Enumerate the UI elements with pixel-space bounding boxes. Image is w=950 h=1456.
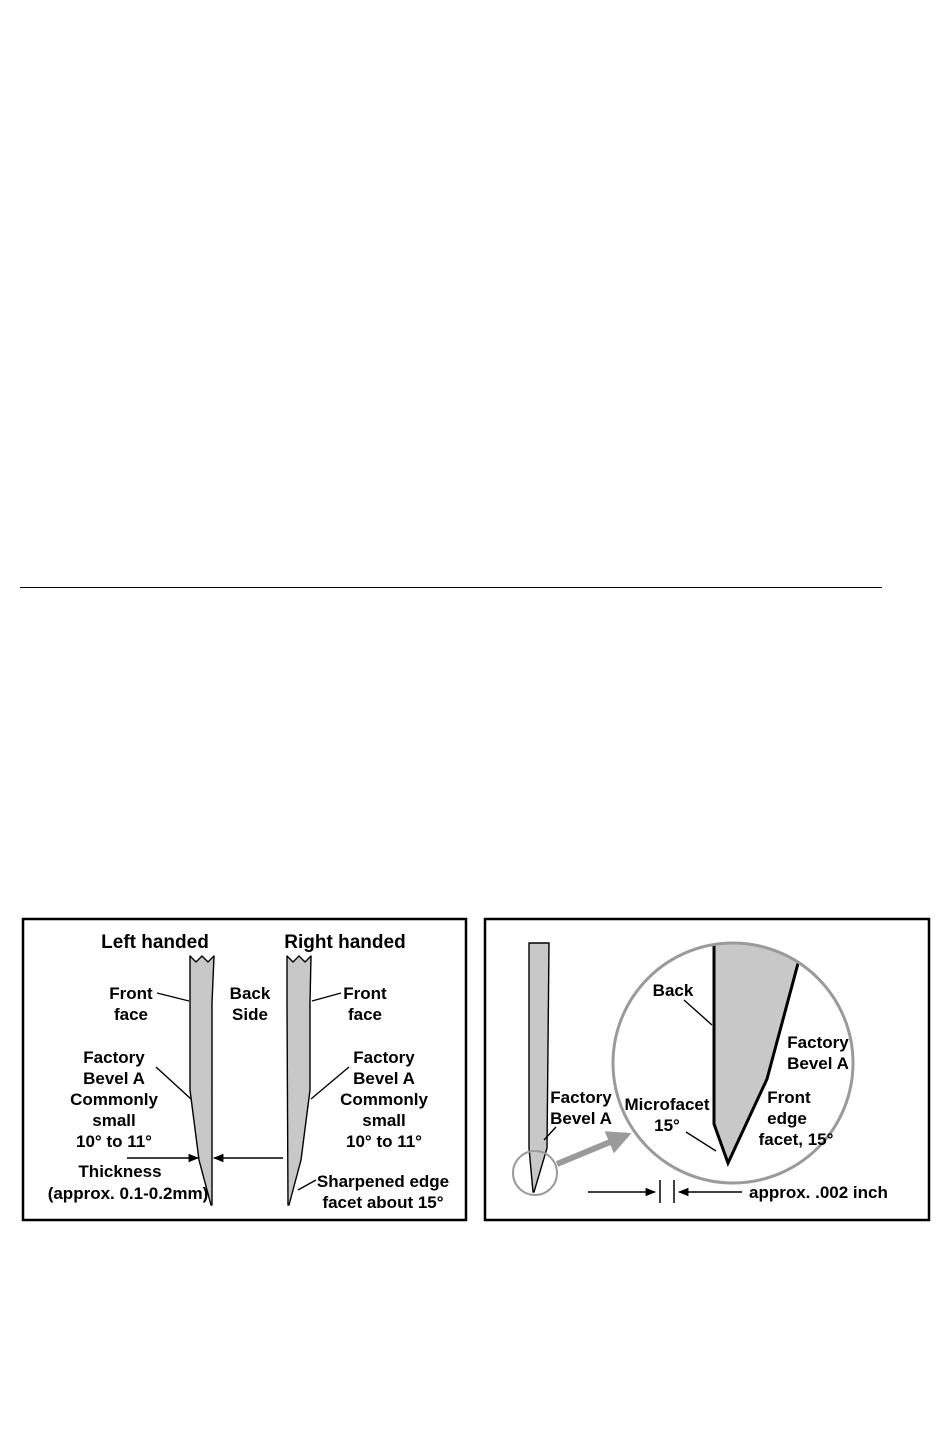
title-right-handed: Right handed <box>284 932 406 953</box>
title-left-handed: Left handed <box>101 932 209 953</box>
factory-bevel-mag-line1: Factory <box>787 1033 849 1052</box>
factory-bevel-mag-line2: Bevel A <box>787 1054 849 1073</box>
factory-left-line4: small <box>92 1111 136 1130</box>
left-panel <box>23 919 466 1220</box>
factory-left-line1: Factory <box>83 1048 145 1067</box>
front-edge-line1: Front <box>767 1088 811 1107</box>
front-face-left-line1: Front <box>109 984 153 1003</box>
back-side-line1: Back <box>229 984 271 1003</box>
thickness-line2: (approx. 0.1-0.2mm) <box>47 1184 209 1203</box>
factory-right-line1: Factory <box>353 1048 415 1067</box>
front-edge-line3: facet, 15° <box>758 1130 834 1149</box>
factory-right-line2: Bevel A <box>353 1069 415 1088</box>
factory-right-line3: Commonly <box>340 1090 428 1109</box>
factory-left-line3: Commonly <box>70 1090 158 1109</box>
microfacet-line2: 15° <box>654 1116 680 1135</box>
factory-right-line4: small <box>362 1111 406 1130</box>
sharpened-line2: facet about 15° <box>322 1193 444 1212</box>
front-face-right-line1: Front <box>343 984 387 1003</box>
factory-bevel-small-line2: Bevel A <box>550 1109 612 1128</box>
thickness-line1: Thickness <box>78 1162 162 1181</box>
front-edge-line2: edge <box>767 1109 807 1128</box>
front-face-right-line2: face <box>347 1005 383 1024</box>
microfacet-line1: Microfacet <box>624 1095 710 1114</box>
factory-left-line2: Bevel A <box>83 1069 145 1088</box>
back-side-line2: Side <box>232 1005 268 1024</box>
factory-left-line5: 10° to 11° <box>76 1132 152 1151</box>
factory-bevel-small-line1: Factory <box>550 1088 612 1107</box>
right-panel <box>485 919 929 1220</box>
sharpened-line1: Sharpened edge <box>316 1172 450 1191</box>
factory-right-line5: 10° to 11° <box>346 1132 422 1151</box>
back-label: Back <box>652 981 694 1000</box>
front-face-left-line2: face <box>113 1005 149 1024</box>
approx-label: approx. .002 inch <box>749 1183 888 1202</box>
